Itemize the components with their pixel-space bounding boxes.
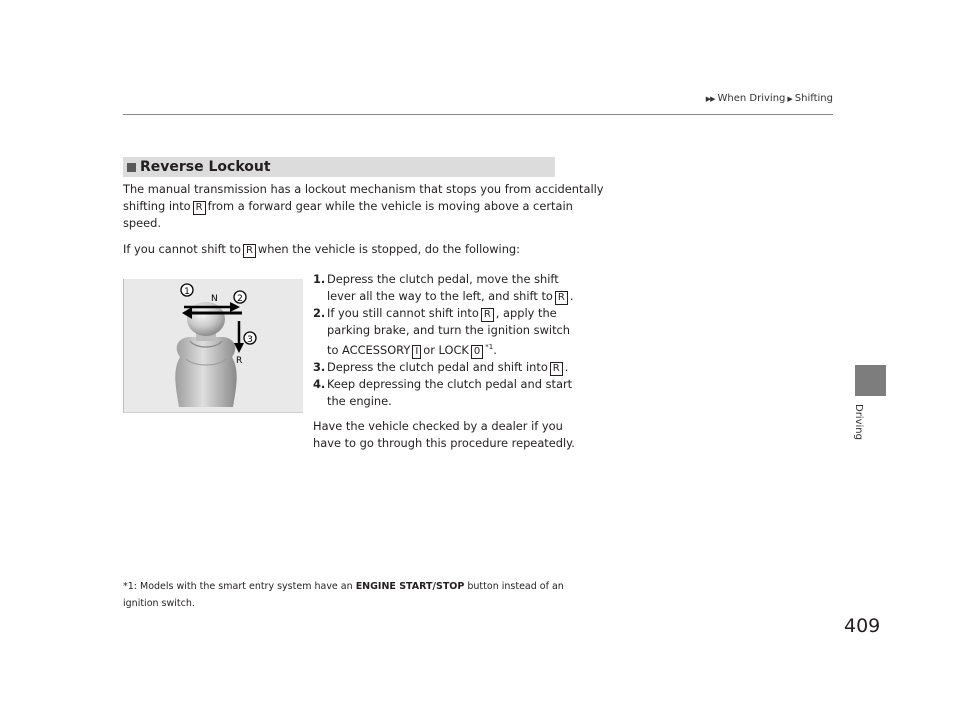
gear-label-r: R: [236, 356, 243, 366]
procedure-steps: 1. Depress the clutch pedal, move the shift lever all the way to the left, and shift to R . 2. If you still cannot shift into R , apply the parking brake, and turn the ignition switch to ACCESSORY I or LOCK 0 $^{*1}$. 3. Depress the clutch pedal and shift into R . 4. Keep depressing the clutch pedal and start the engine. Have the vehicle checked by a dealer if you have to go through this procedure repeatedly.: [313, 272, 575, 450]
section-header: [123, 157, 555, 177]
shift-lever-figure: [123, 279, 303, 413]
intro-line-3: speed.: [123, 216, 162, 230]
footnote: *1: Models with the smart entry system have an ENGINE START/STOP button instead of an ignition switch.: [123, 581, 564, 609]
gear-key-r: R: [243, 244, 256, 258]
closing-note-line-1: Have the vehicle checked by a dealer if you: [313, 418, 563, 433]
condition-line: If you cannot shift to R when the vehicle is stopped, do the following:: [123, 242, 520, 256]
closing-note-line-2: have to go through this procedure repeatedly.: [313, 435, 575, 450]
chapter-tab-marker[interactable]: [855, 365, 886, 396]
intro-line-2: shifting into R from a forward gear while the vehicle is moving above a certain: [123, 199, 573, 213]
breadcrumb: [706, 93, 833, 104]
gear-label-n: N: [211, 294, 218, 304]
gear-key-r: R: [555, 291, 568, 305]
chapter-tab-label: Driving: [853, 404, 864, 440]
breadcrumb-item-shifting[interactable]: Shifting: [794, 93, 833, 104]
step-1: 1. Depress the clutch pedal, move the shift: [313, 272, 559, 286]
breadcrumb-arrow-icon: ▶: [787, 95, 792, 103]
gear-key-r: R: [550, 362, 563, 376]
section-square-icon: [127, 163, 136, 172]
callout-2-number: 2: [237, 294, 243, 304]
page-number: 409: [844, 615, 881, 637]
gear-key-r: R: [481, 308, 494, 322]
step-4: 4. Keep depressing the clutch pedal and start: [313, 376, 573, 391]
step-3: 3. Depress the clutch pedal and shift into R .: [313, 359, 569, 374]
gear-key-r: R: [193, 201, 206, 215]
breadcrumb-item-when-driving[interactable]: When Driving: [717, 93, 786, 104]
section-title: Reverse Lockout: [140, 159, 271, 175]
callout-1-number: 1: [184, 287, 190, 297]
ignition-key-i: I: [412, 345, 421, 359]
shift-lever-illustration: [124, 279, 303, 412]
footnote-ref[interactable]: *1: [485, 343, 494, 351]
ignition-key-0: 0: [471, 345, 483, 359]
breadcrumb-arrow-icon: ▶▶: [705, 95, 715, 103]
callout-3-number: 3: [247, 335, 253, 345]
intro-line-1: The manual transmission has a lockout mechanism that stops you from accidentally: [123, 182, 604, 196]
header-divider: [123, 114, 833, 115]
footnote-button-name: ENGINE START/STOP: [355, 581, 465, 592]
step-2: 2. If you still cannot shift into R , apply the: [313, 306, 557, 320]
